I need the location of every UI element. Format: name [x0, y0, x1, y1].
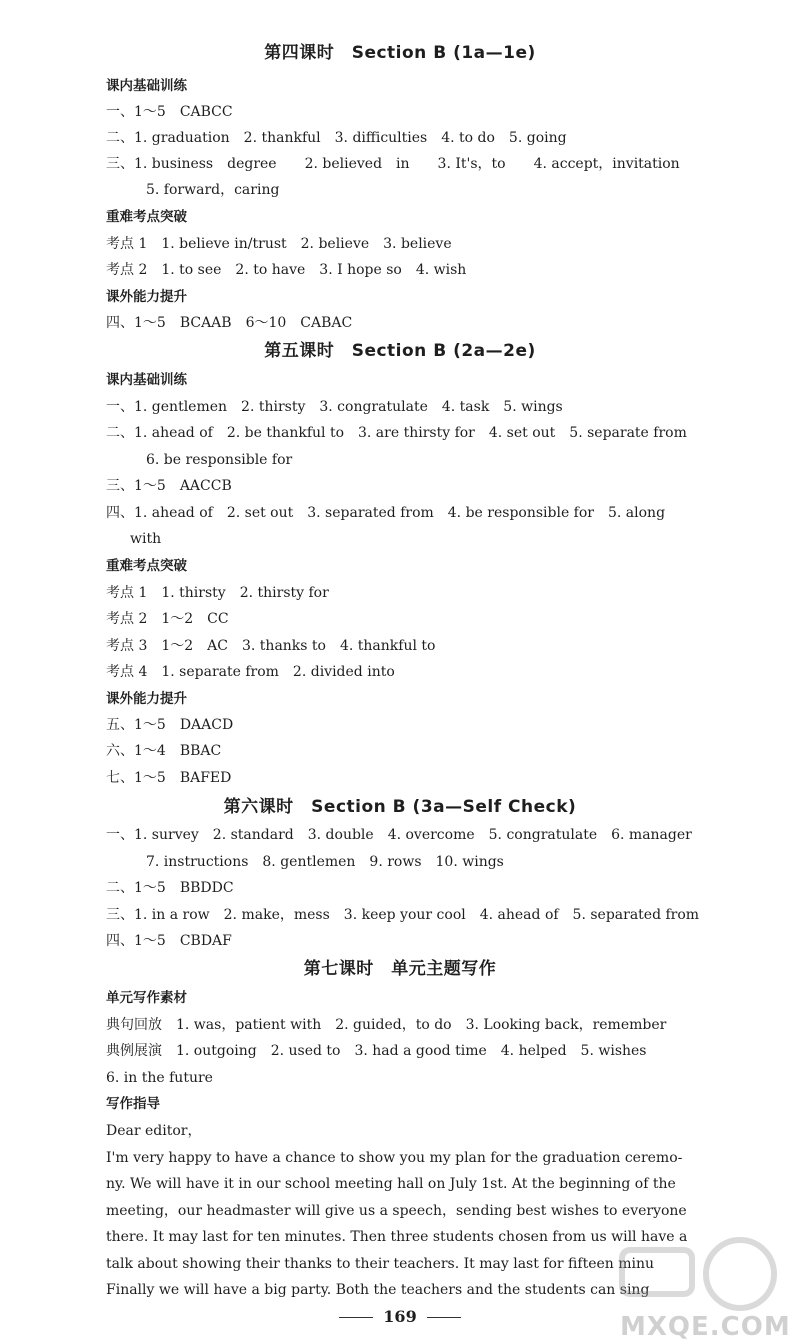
answer-line: 二、1～5 BBDDC	[106, 880, 234, 896]
answer-line: 二、1. ahead of 2. be thankful to 3. are thirsty for 4. set out 5. separate from	[106, 425, 687, 441]
answer-line: 一、1. survey 2. standard 3. double 4. overcome 5. congratulate 6. manager	[106, 827, 692, 843]
page-number-dash	[427, 1317, 461, 1318]
section-label: 课外能力提升	[106, 691, 187, 707]
page-number-dash	[339, 1317, 373, 1318]
answer-line: 6. be responsible for	[146, 452, 293, 468]
watermark-text: MXQE.COM	[620, 1312, 791, 1342]
answer-line: 考点 4 1. separate from 2. divided into	[106, 664, 395, 680]
lesson-7-heading: 第七课时 单元主题写作	[303, 959, 497, 979]
answer-line: 三、1. in a row 2. make，mess 3. keep your cool 4. ahead of 5. separated from	[106, 907, 700, 923]
answer-line: 考点 2 1. to see 2. to have 3. I hope so 4. wish	[106, 262, 467, 278]
section-label: 课内基础训练	[106, 78, 187, 94]
answer-line: 五、1～5 DAACD	[106, 717, 234, 733]
answer-line: 典句回放 1. was，patient with 2. guided，to do 3. Looking back，remember	[106, 1017, 667, 1033]
letter-line: Finally we will have a big party. Both the teachers and the students can sing	[106, 1282, 650, 1298]
section-label: 重难考点突破	[106, 558, 187, 574]
section-label: 课外能力提升	[106, 289, 187, 305]
lesson-6-heading: 第六课时 Section B (3a—Self Check)	[223, 797, 577, 817]
section-label: 单元写作素材	[106, 990, 187, 1006]
page-number-text: 169	[383, 1307, 417, 1326]
answer-line: 四、1～5 CBDAF	[106, 933, 232, 949]
answer-line: 六、1～4 BBAC	[106, 743, 222, 759]
answer-line: 5. forward，caring	[146, 182, 280, 198]
answer-line: 四、1. ahead of 2. set out 3. separated from 4. be responsible for 5. along	[106, 505, 666, 521]
answer-line: 二、1. graduation 2. thankful 3. difficulties 4. to do 5. going	[106, 130, 567, 146]
letter-line: talk about showing their thanks to their teachers. It may last for fifteen minu	[106, 1256, 655, 1272]
answer-line: 七、1～5 BAFED	[106, 770, 232, 786]
letter-line: I'm very happy to have a chance to show you my plan for the graduation ceremo-	[106, 1150, 683, 1166]
lesson-4-heading: 第四课时 Section B (1a—1e)	[264, 43, 536, 63]
answer-line: 考点 3 1～2 AC 3. thanks to 4. thankful to	[106, 638, 436, 654]
answer-line: 三、1. business degree 2. believed in 3. It's，to 4. accept，invitation	[106, 156, 680, 172]
answer-line: 一、1～5 CABCC	[106, 104, 233, 120]
answer-line: 6. in the future	[106, 1070, 213, 1086]
answer-line: 一、1. gentlemen 2. thirsty 3. congratulate 4. task 5. wings	[106, 399, 563, 415]
letter-line: meeting，our headmaster will give us a speech，sending best wishes to everyone	[106, 1203, 687, 1219]
answer-line: 考点 1 1. believe in/trust 2. believe 3. believe	[106, 236, 452, 252]
section-label: 写作指导	[106, 1096, 160, 1112]
letter-line: there. It may last for ten minutes. Then three students chosen from us will have a	[106, 1229, 688, 1245]
answer-line: 典例展演 1. outgoing 2. used to 3. had a good time 4. helped 5. wishes	[106, 1043, 647, 1059]
letter-line: ny. We will have it in our school meeting hall on July 1st. At the beginning of the	[106, 1176, 676, 1192]
lesson-5-heading: 第五课时 Section B (2a—2e)	[264, 341, 536, 361]
answer-line: 三、1～5 AACCB	[106, 478, 232, 494]
answer-line: 考点 1 1. thirsty 2. thirsty for	[106, 585, 329, 601]
section-label: 课内基础训练	[106, 372, 187, 388]
answer-line: 考点 2 1～2 CC	[106, 611, 229, 627]
answer-line: with	[130, 531, 162, 547]
answer-line: 7. instructions 8. gentlemen 9. rows 10. wings	[146, 854, 504, 870]
letter-line: Dear editor，	[106, 1123, 202, 1139]
section-label: 重难考点突破	[106, 209, 187, 225]
answer-line: 四、1～5 BCAAB 6～10 CABAC	[106, 315, 353, 331]
